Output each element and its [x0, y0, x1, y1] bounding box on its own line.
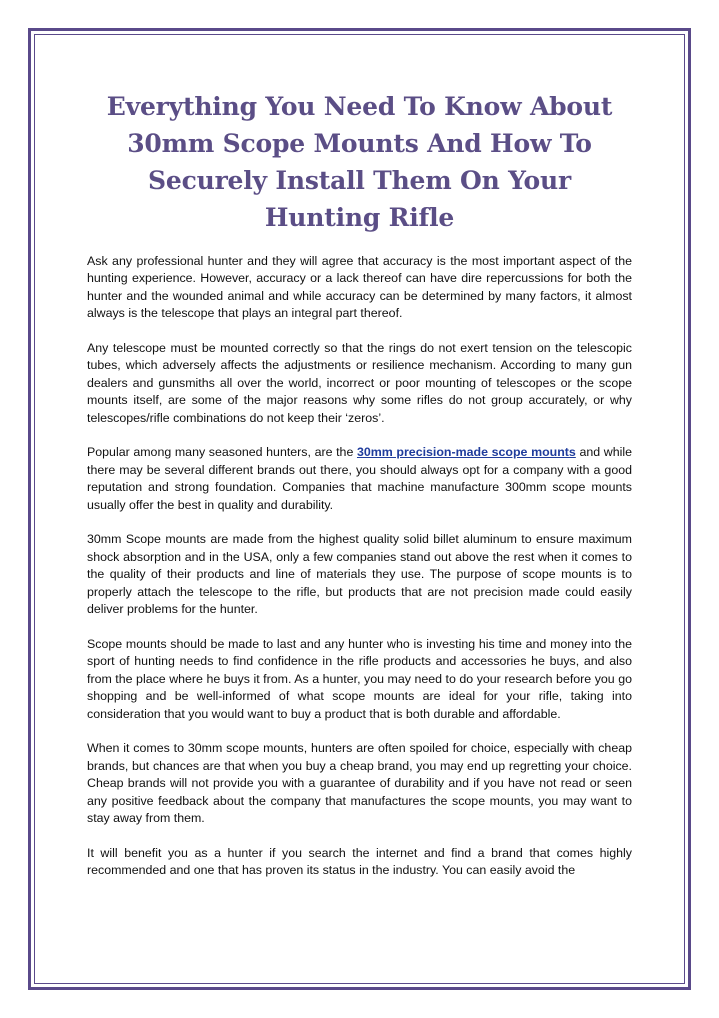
paragraph-3 [87, 444, 632, 514]
paragraph-1: Ask any professional hunter and they will agree that accuracy is the most important aspect of the hunting experience. However, accuracy or a lack thereof can have dire repercussions for both the hunter and the wounded animal and while accuracy can be determined by many factors, it almost always is the telescope that plays an integral part thereof. [87, 254, 632, 321]
paragraph-7: It will benefit you as a hunter if you search the internet and find a brand that comes highly recommended and one that has proven its status in the industry. You can easily avoid the [87, 845, 632, 878]
paragraph-4: 30mm Scope mounts are made from the highest quality solid billet aluminum to ensure maximum shock absorption and in the USA, only a few companies stand out above the rest when it comes to the quality of their products and line of materials they use. The purpose of scope mounts is to properly attach the telescope to the rifle, but products that are not precision made could easily deliver problems for the hunter. [87, 532, 632, 617]
document-body [87, 88, 632, 897]
scope-mounts-link[interactable]: 30mm precision-made scope mounts [356, 445, 576, 460]
paragraph-3-text-before: Popular among many seasoned hunters, are the [87, 445, 357, 460]
paragraph-2: Any telescope must be mounted correctly so that the rings do not exert tension on the telescopic tubes, which adversely affects the adjustments or resilience mechanism. According to many gun dealers and gunsmiths all over the world, incorrect or poor mounting of telescopes or the scope mounts itself, are some of the major reasons why some rifles do not group accurately, or why telescopes/rifle combinations do not keep their ‘zeros’. [87, 341, 632, 425]
paragraph-6: When it comes to 30mm scope mounts, hunters are often spoiled for choice, especially with cheap brands, but chances are that when you buy a cheap brand, you may end up regretting your choice. Cheap brands will not provide you with a guarantee of durability and if you have not read or seen any positive feedback about the company that manufactures the scope mounts, you may want to stay away from them. [87, 741, 632, 825]
paragraph-3-text-after: and while there may be several different brands out there, you should always opt for a company with a good reputation and strong foundation. Companies that machine manufacture 300mm scope mounts usually offer the best in quality and durability. [87, 445, 633, 512]
document-title: Everything You Need To Know About 30mm Scope Mounts And How To Securely Install Them On Your Hunting Rifle [106, 92, 613, 232]
paragraph-5: Scope mounts should be made to last and any hunter who is investing his time and money into the sport of hunting needs to find confidence in the rifle products and accessories he buys, and also from the place where he buys it from. As a hunter, you may need to do your research before you go shopping and be well-informed of what scope mounts are ideal for your rifle, taking into consideration that you would want to buy a product that is both durable and affordable. [87, 636, 632, 721]
